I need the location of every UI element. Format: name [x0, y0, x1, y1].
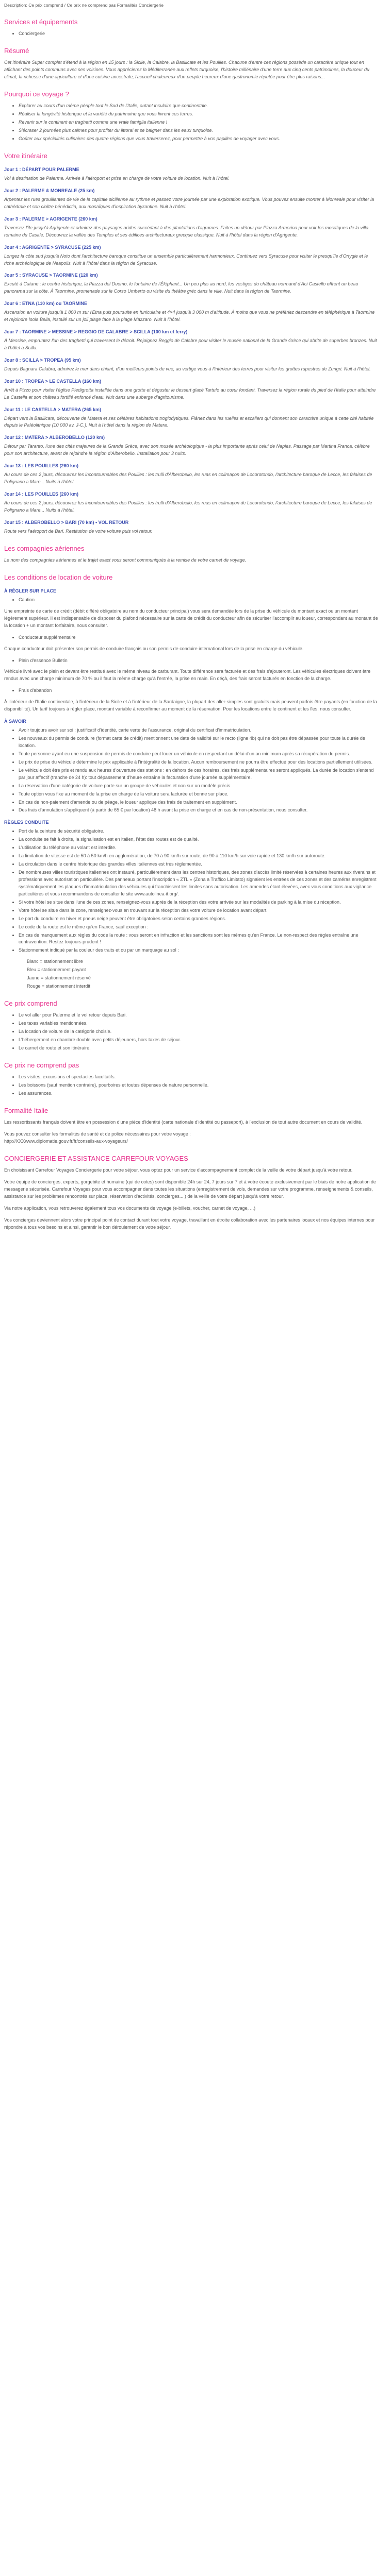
day-title: Jour 7 : TAORMINE > MESSINE > REGGIO DE CALABRE > SCILLA (100 km et ferry) — [4, 329, 188, 335]
formalities-title: Formalité Italie — [4, 1106, 48, 1114]
day-title: Jour 13 : LES POUILLES (260 km) — [4, 463, 79, 469]
why-item: • Réaliser la longévité historique et la variété du patrimoine que vous livrent ces terres. — [19, 111, 379, 118]
parking-list — [4, 958, 379, 990]
conditions-title: Les conditions de location de voiture — [4, 573, 113, 581]
day-text: Au cours de ces 2 jours, découvrez les incontournables des Pouilles : les trulli d'Alberobello, les ruas en colimaçon de Locorotondo, l'architecture baroque de Lecce, les falaises de Polignano a Mare... Nuits à l'hôtel. — [4, 500, 372, 513]
caution-text: Une empreinte de carte de crédit (débit différé obligatoire au nom du conducteur principal) vous sera demandée lors de la prise du véhicule du montant exact ou un montant légèrement supérieur. Il est indispensable de disposer du plafond nécessaire sur la carte de crédit du conducteur afin de sécuriser l'accomplir au loueur, correspondant au montant de la location + un montant forfaitaire, nous consulter. — [4, 608, 378, 628]
formalities-text2 — [4, 1131, 379, 1145]
page — [0, 0, 383, 1241]
know-item: • Le prix de prise du véhicule détermine le prix applicable à l'intégralité de la location. Aucun remboursement ne pourra être effectué pour des locations partiellement utilisées. — [19, 759, 379, 766]
rules-item: • Stationnement indiqué par la couleur des traits et ou par un marquage au sol : — [19, 947, 379, 954]
parking-item: Rouge = stationnement interdit — [27, 984, 90, 989]
parking-item: Jaune = stationnement réservé — [27, 975, 91, 981]
why-item: • Explorer au cours d'un même périple tout le Sud de l'Italie, autant insulaire que continentale. — [19, 103, 379, 110]
rules-item: • La limitation de vitesse est de 50 à 50 km/h en agglomération, de 70 à 90 km/h sur route, de 90 à 110 km/h sur voie rapide et 130 km/h sur autoroute. — [19, 853, 379, 860]
rules-item: • De nombreuses villes touristiques italiennes ont instauré, particulièrement dans les centres historiques, des zones d'accès limité réservées à certaines heures aux riverains et professions avec autorisation particulière. Des panneaux portant l'inscription « ZTL » (Zona a Traffico Limitato) signalent les entrées de ces zones et des caméras enregistrent systématiquement les plaques d'immatriculation des véhicules qui franchissent les limites sans autorisation. Les amendes étant élevées, avec vous conditions aux vigilance particulières et vous recommandons de consulter le site www.autolinea-it.org/. — [19, 869, 379, 898]
excludes-item: • Les visites, excursions et spectacles facultatifs. — [19, 1074, 379, 1081]
includes-title: Ce prix comprend — [4, 999, 57, 1008]
day-title: Jour 4 : AGRIGENTE > SYRACUSE (225 km) — [4, 244, 101, 250]
concierge-p1: En choisissant Carrefour Voyages Conciergerie pour votre séjour, vous optez pour un service d'accompagnement complet de la veille de votre départ jusqu'à votre retour. — [4, 1167, 353, 1173]
day-text: À Messine, empruntez l'un des traghetti qui traversent le détroit. Rejoignez Reggio de Calabre pour visiter le musée national de la Grande Grèce qui abrite de superbes bronzes. Nuit à l'hôtel à Scilla. — [4, 338, 377, 350]
conditions-subtitle: À RÉGLER SUR PLACE — [4, 588, 57, 594]
includes-item: • Le carnet de route et son itinéraire. — [19, 1045, 379, 1052]
day-text: Arpentez les rues grouillantes de vie de la capitale sicilienne au rythme et passez votre journée par une exploration exotique. Vous pouvez ensuite monter à Monreale pour visiter la cathédrale et son cloître bénédictin, aux mosaïques d'inspiration byzantine. Nuit à l'hôtel. — [4, 196, 374, 209]
parking-item: Bleu = stationnement payant — [27, 967, 86, 973]
why-item: • Revenir sur le continent en traghetti comme une vraie famiglia italienne ! — [19, 119, 379, 126]
rules-item: • Le port du conduire en hiver et pneus neige peuvent être obligatoires selon certains grandes régions. — [19, 916, 379, 923]
includes-item: • Le vol aller pour Palerme et le vol retour depuis Bari. — [19, 1012, 379, 1019]
itinerary-list — [4, 166, 379, 535]
rules-title: RÈGLES CONDUITE — [4, 820, 49, 825]
formalities-text: Les ressortissants français doivent être en possession d'une pièce d'identité (carte nationale d'identité ou passeport), à l'exclusion de tout autre document en cours de validité. — [4, 1120, 363, 1125]
rules-item: • Le code de la route est le même qu'en France, sauf exception : — [19, 924, 379, 931]
know-item: • Avoir toujours avoir sur soi : justificatif d'identité, carte verte de l'assurance, original du certificat d'immatriculation. — [19, 727, 379, 734]
formalities-link[interactable]: http://XXXwww.diplomatie.gouv.fr/fr/conseils-aux-voyageurs/ — [4, 1138, 128, 1144]
day-title: Jour 2 : PALERME & MONREALE (25 km) — [4, 188, 95, 194]
day-text: Route vers l'aéroport de Bari. Restitution de votre voiture puis vol retour. — [4, 528, 153, 534]
rules-item: • La conduite se fait à droite, la signalisation est en italien, l'état des routes est de qualité. — [19, 836, 379, 843]
resume-text: Cet itinéraire Super complet s'étend à la région en 15 jours : la Sicile, la Calabre, la Basilicate et les Pouilles. Chacune d'entre ces régions possède un caractère unique tout en affichant des points communs avec ses voisines. Vous apprécierez la Méditerranée aux reflets turquoise, l'histoire millénaire d'une terre aux cinq cents patrimoines, la douceur du climat, la richesse d'une agriculture et d'une cuisine ancestrale, l'accueil chaleureux d'un peuple heureux d'une gastronomie réputée pour être plus raisons... — [4, 60, 369, 80]
day-text: Au cours de ces 2 jours, découvrez les incontournables des Pouilles : les trulli d'Alberobello, les ruas en colimaçon de Locorotondo, l'architecture baroque de Lecce, les falaises de Polignano a Mare... Nuits à l'hôtel. — [4, 472, 372, 485]
know-list — [4, 727, 379, 814]
know-item: • Le véhicule doit être pris et rendu aux heures d'ouverture des stations : en dehors de ces horaires, des frais supplémentaires seront appliqués. La durée de location s'entend par jour affectif (tranche de 24 h): tout dépassement d'heure entraîne la facturation d'une journée supplémentaire. — [19, 767, 379, 782]
concierge-p2: Votre équipe de concierges, experts, gorgebite et humaine (qui de cotes) sont disponible 24h sur 24, 7 jours sur 7 et à votre écoute exclusivement par le biais de notre application de messagerie sécurisée. Carrefour Voyages pour vous accompagner dans toutes les situations (enregistrement de vols, demandes sur votre programme, renseignements & conseils, assistance sur les problèmes rencontrés sur place, réservation d'activités, concierges... ) de la veille de votre départ jusqu'à votre retour. — [4, 1179, 376, 1199]
rules-list — [4, 828, 379, 954]
rules-item: • Votre hôtel se situe dans la zone, renseignez-vous en trouvant sur la réception des votre voiture de location avant départ. — [19, 907, 379, 914]
know-item: • Des frais d'annulation s'appliquent (à partir de 65 € par location) 48 h avant la prise en charge et en cas de non-présentation, nous consulter. — [19, 807, 379, 814]
day-text: Départ vers la Basilicate, découverte de Matera et ses célèbres habitations troglodytiques. Flânez dans les ruelles et escaliers qui donnent son caractère unique à cette cité habitée depuis le Paléolithique (10 000 av. J-C.). Nuit à l'hôtel dans la région de Matera. — [4, 415, 374, 428]
rules-item: • Si votre hôtel se situe dans l'une de ces zones, renseignez-vous auprès de la réception des votre arrivée sur les modalités de parking à la mise du réception. — [19, 899, 379, 906]
why-list — [4, 103, 379, 143]
day-title: Jour 12 : MATERA > ALBEROBELLO (120 km) — [4, 435, 105, 440]
page-intro: Description: Ce prix comprend / Ce prix ne comprend pas Formalités Conciergerie — [4, 3, 164, 8]
extras3-text: À l'intérieur de l'Italie continentale, à l'intérieur de la Sicile et à l'intérieur de la Sardaigne, la plupart des aller-simples sont gratuits mais peuvent parfois être payants (en fonction de la disponibilité). Un tarif toujours à régler place, montant variable à reconfirmer au moment de la réservation. Pour les locations entre le continent et les îles, nous consulter. — [4, 699, 377, 712]
excludes-list — [4, 1074, 379, 1097]
includes-list — [4, 1012, 379, 1052]
day-text: Arrêt à Pizzo pour visiter l'église Piedigrotta installée dans une grotte et déguster le dessert glacé Tartufo au cœur fondant. Traversez la région rurale du pied de l'Italie pour atteindre Le Castella et son château fortifié enfoncé d'eau. Nuit dans une auberge d'agritourisme. — [4, 387, 376, 400]
includes-item: • La location de voiture de la catégorie choisie. — [19, 1028, 379, 1036]
rules-item: • Port de la ceinture de sécurité obligatoire. — [19, 828, 379, 835]
concierge-title: CONCIERGERIE ET ASSISTANCE CARREFOUR VOYAGES — [4, 1154, 188, 1162]
day-title: Jour 5 : SYRACUSE > TAORMINE (120 km) — [4, 273, 98, 278]
extras2-text: Véhicule livré avec le plein et devant être restitué avec le même niveau de carburant. Toute différence sera facturée et des frais s'ajouteront. Les véhicules électriques doivent être rendus avec une charge minimum de 70 % ou il faut la même charge qu'à l'entrée, la prise en main. En déçà, des frais seront facturés en fonction de la charge. — [4, 669, 371, 682]
companies-title: Les compagnies aériennes — [4, 544, 85, 552]
day-title: Jour 10 : TROPEA > LE CASTELLA (160 km) — [4, 378, 102, 384]
know-item: • Les nouveaux du permis de conduire (format carte de crédit) mentionnent une date de validité sur le recto (ligne 4b) qui ne doit pas être dépassée pour toute la durée de location. — [19, 735, 379, 750]
rules-item: • La circulation dans le centre historique des grandes villes italiennes est très réglementée. — [19, 861, 379, 868]
excludes-item: • Les assurances. — [19, 1090, 379, 1097]
excludes-title: Ce prix ne comprend pas — [4, 1061, 79, 1069]
itinerary-title: Votre itinéraire — [4, 152, 47, 160]
day-title: Jour 3 : PALERME > AGRIGENTE (260 km) — [4, 216, 97, 222]
services-item: • Conciergerie — [19, 30, 379, 38]
includes-item: • Les taxes variables mentionnées. — [19, 1020, 379, 1027]
day-text: Longez la côte sud jusqu'à Noto dont l'architecture baroque constitue un ensemble particulièrement harmonieux. Continuez vers Syracuse pour visiter le presqu'île d'Ortygie et le riche archéologique de Neapolis. Nuit à l'hôtel dans la région de Syracuse. — [4, 253, 368, 266]
know-item: • En cas de non-paiement d'amende ou de péage, le loueur applique des frais de traitement en supplément. — [19, 799, 379, 806]
know-item: • La réservation d'une catégorie de voiture porte sur un groupe de véhicules et non sur un modèle précis. — [19, 783, 379, 790]
rules-item: • En cas de manquement aux règles du code la route : vous seront en infraction et les sanctions sont les mêmes qu'en France. Le non-respect des règles entraîne une contravention. Restez toujours prudent ! — [19, 932, 379, 946]
caution-label: • Caution — [19, 597, 379, 604]
day-text: Excuté à Catane : le centre historique, la Piazza del Duomo, le fontaine de l'Éléphant... Un peu plus au nord, les vestiges du château normand d'Aci Castello offrent un beau panorama sur la côte. À Taormine, promenade sur le Corso Umberto ou visite du théâtre gréc dans le ville. Nuit dans la région de Taormine. — [4, 281, 359, 294]
concierge-p3: Via notre application, vous retrouverez également tous vos documents de voyage (e-billets, voucher, carnet de voyage, ...) — [4, 1205, 256, 1211]
day-title: Jour 14 : LES POUILLES (260 km) — [4, 492, 79, 497]
companies-text: Le nom des compagnies aériennes et le trajet exact vous seront communiqués à la remise de votre carnet de voyage. — [4, 557, 247, 563]
why-item: • Goûter aux spécialités culinaires des quatre régions que vous traverserez, pour permettre à vos papilles de voyager avec vous. — [19, 135, 379, 143]
rules-item: • L'utilisation du téléphone au volant est interdite. — [19, 844, 379, 852]
day-text: Depuis Bagnara Calabra, admirez le mer dans chiant, d'un meilleurs points de vue, au vertige vous à l'intérieur des terres pour visiter les grottes rupestres de Zungri. Nuit à l'hôtel. — [4, 366, 371, 371]
day-text: Traversez l'île jusqu'à Agrigente et admirez des paysages arides succédant à des plantations d'agrumes. Faites un détour par Piazza Armerina pour voir les mosaïques de la villa romaine du Casale. Découvrez la vallée des Temples et ses édifices architecturaux grecque classique. Nuit à l'hôtel dans la région d'Agrigente. — [4, 225, 369, 238]
day-text: Vol à destination de Palerme. Arrivée à l'aéroport et prise en charge de votre voiture de location. Nuit à l'hôtel. — [4, 176, 230, 181]
know-item: • Toute personne ayant eu une suspension de permis de conduire peut louer un véhicule en respectant un délai d'un an minimum après sa récupération du permis. — [19, 751, 379, 758]
know-item: • Toute option vous fixe au moment de la prise en charge de la voiture sera facturée et bonne sur place. — [19, 791, 379, 798]
resume-title: Résumé — [4, 47, 29, 55]
why-title: Pourquoi ce voyage ? — [4, 90, 69, 98]
why-item: • S'écraser 2 journées plus calmes pour profiter du littoral et se baigner dans les eaux turquoise. — [19, 127, 379, 134]
day-title: Jour 11 : LE CASTELLA > MATERA (265 km) — [4, 406, 101, 412]
extras-item: • Conducteur supplémentaire — [19, 634, 379, 641]
day-text: Ascension en voiture jusqu'à 1 800 m sur l'Etna puis poursuite en funiculaire et 4×4 jusqu'à 3 000 m d'altitude. À moins que vous ne préfériez descendre en téléphérique à Taormine et rejoindre Isola Bella, installé sur un joli plage face à la plage Mazzaro. Nuit à l'hôtel. — [4, 310, 375, 323]
extras2-list — [4, 657, 379, 665]
formalities-text2-label: Vous pouvez consulter les formalités de santé et de police nécessaires pour votre voyage : — [4, 1131, 191, 1137]
day-text: Détour par Taranto, l'une des cités majeures de la Grande Grèce, avec son musée archéologique - la plus importante après celui de Naples. Passage par Martina Franca, célèbre pour son architecture, avant de rejoindre la région d'Alberobello. Installation pour 3 nuits. — [4, 444, 370, 456]
day-title: Jour 1 : DÉPART POUR PALERME — [4, 167, 79, 173]
know-title: À SAVOIR — [4, 719, 26, 724]
excludes-item: • Les boissons (sauf mention contraire), pourboires et toutes dépenses de nature personnelle. — [19, 1082, 379, 1089]
caution-list — [4, 597, 379, 604]
day-title: Jour 8 : SCILLA > TROPEA (95 km) — [4, 357, 81, 363]
parking-item: Blanc = stationnement libre — [27, 959, 83, 964]
extras2-item: • Plein d'essence Bulletin — [19, 657, 379, 665]
concierge-p4: Vos concierges deviennent alors votre principal point de contact durant tout votre voyage, travaillant en étroite collaboration avec les partenaires locaux et nos équipes internes pour répondre à tous vos besoins et ainsi, garantir le bon déroulement de votre séjour. — [4, 1217, 375, 1230]
extras-list — [4, 634, 379, 641]
extras3-list — [4, 687, 379, 694]
services-title: Services et équipements — [4, 18, 78, 26]
services-list — [4, 30, 379, 38]
day-title: Jour 15 : ALBEROBELLO > BARI (70 km) • VOL RETOUR — [4, 519, 129, 525]
extras-text: Chaque conducteur doit présenter son permis de conduire français ou son permis de conduire international lors de la prise en charge du véhicule. — [4, 646, 304, 651]
day-title: Jour 6 : ETNA (110 km) ou TAORMINE — [4, 301, 88, 307]
extras3-item: • Frais d'abandon — [19, 687, 379, 694]
includes-item: • L'hébergement en chambre double avec petits déjeuners, hors taxes de séjour. — [19, 1037, 379, 1044]
